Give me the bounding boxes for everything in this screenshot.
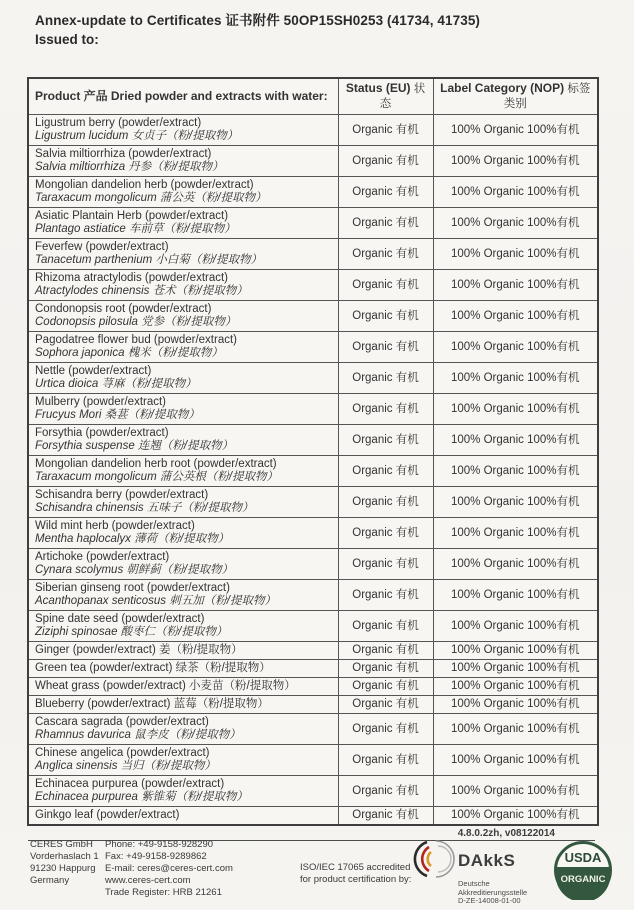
label-category-cell: 100% Organic 100%有机: [433, 394, 598, 425]
dakks-subtext-line2: Akkreditierungsstelle: [458, 887, 528, 897]
dakks-wordmark: DAkkS: [458, 851, 516, 870]
document-header: [0, 0, 634, 77]
product-cell: [28, 239, 338, 270]
product-cell: [28, 208, 338, 239]
fax-line: Fax: +49-9158-9289862: [105, 851, 207, 862]
table-row: [28, 696, 598, 714]
table-row: [28, 487, 598, 518]
status-cell: Organic 有机: [338, 714, 433, 745]
table-row: [28, 660, 598, 678]
product-scientific-name: Sophora japonica 槐米（粉/提取物）: [35, 347, 223, 359]
column-header-product-en: Product 产品: [35, 89, 108, 103]
product-scientific-name: Frucyus Mori 桑葚（粉/提取物）: [35, 409, 200, 421]
product-scientific-name: Plantago astiatice 车前草（粉/提取物）: [35, 223, 236, 235]
dakks-swirl-icon: [412, 838, 456, 884]
product-cell: [28, 177, 338, 208]
product-cell: [28, 714, 338, 745]
table-row: [28, 332, 598, 363]
column-header-status-zh: 状态: [379, 83, 426, 110]
company-city: 91230 Happurg: [30, 863, 96, 874]
table-row: [28, 518, 598, 549]
phone-line: Phone: +49-9158-928290: [105, 839, 214, 850]
trade-register-line: Trade Register: HRB 21261: [105, 887, 222, 898]
product-cell: [28, 487, 338, 518]
product-cell: [28, 678, 338, 696]
email-line: E-mail: ceres@ceres-cert.com: [105, 863, 233, 874]
label-category-cell: 100% Organic 100%有机: [433, 208, 598, 239]
status-cell: Organic 有机: [338, 678, 433, 696]
iso-certification-line: for product certification by:: [300, 874, 412, 885]
label-category-cell: 100% Organic 100%有机: [433, 611, 598, 642]
table-header-row: [28, 78, 598, 115]
document-title: Annex-update to Certificates 证书附件 50OP15SH0253 (41734, 41735): [35, 13, 481, 28]
product-common-name: Wild mint herb (powder/extract): [35, 520, 195, 532]
product-cell: [28, 745, 338, 776]
label-category-cell: 100% Organic 100%有机: [433, 115, 598, 146]
product-scientific-name: Cynara scolymus 朝鲜蓟（粉/提取物）: [35, 564, 234, 576]
status-cell: Organic 有机: [338, 363, 433, 394]
label-category-cell: 100% Organic 100%有机: [433, 239, 598, 270]
product-scientific-name: Ziziphi spinosae 酸枣仁（粉/提取物）: [35, 626, 228, 638]
table-row: [28, 115, 598, 146]
form-version-note: 4.8.0.2zh, v08122014: [28, 826, 595, 841]
product-scientific-name: Taraxacum mongolicum 蒲公英（粉/提取物）: [35, 192, 267, 204]
label-category-cell: 100% Organic 100%有机: [433, 678, 598, 696]
label-category-cell: 100% Organic 100%有机: [433, 487, 598, 518]
product-table-body: [28, 115, 598, 826]
status-cell: Organic 有机: [338, 776, 433, 807]
product-cell: [28, 425, 338, 456]
product-common-name: Ginkgo leaf (powder/extract): [35, 809, 180, 821]
label-category-cell: 100% Organic 100%有机: [433, 807, 598, 826]
issued-to-label: Issued to:: [35, 32, 99, 47]
status-cell: Organic 有机: [338, 177, 433, 208]
product-cell: [28, 456, 338, 487]
table-row: [28, 549, 598, 580]
product-common-name: Echinacea purpurea (powder/extract): [35, 778, 225, 790]
label-category-cell: 100% Organic 100%有机: [433, 270, 598, 301]
status-cell: Organic 有机: [338, 611, 433, 642]
label-category-cell: 100% Organic 100%有机: [433, 745, 598, 776]
table-row: [28, 301, 598, 332]
redacted-recipient-area: [35, 47, 634, 77]
product-cell: [28, 611, 338, 642]
website-line: www.ceres-cert.com: [105, 875, 191, 886]
product-cell: [28, 642, 338, 660]
product-scientific-name: Rhamnus davurica 鼠李皮（粉/提取物）: [35, 729, 241, 741]
label-category-cell: 100% Organic 100%有机: [433, 332, 598, 363]
table-row: [28, 363, 598, 394]
product-cell: [28, 549, 338, 580]
label-category-cell: 100% Organic 100%有机: [433, 580, 598, 611]
product-common-name: Mulberry (powder/extract): [35, 396, 167, 408]
dakks-subtext: [458, 880, 552, 906]
status-cell: Organic 有机: [338, 456, 433, 487]
company-name: CERES GmbH: [30, 839, 93, 850]
product-scientific-name: Tanacetum parthenium 小白菊（粉/提取物）: [35, 254, 263, 266]
table-row: [28, 714, 598, 745]
product-common-name: Mongolian dandelion herb root (powder/extract): [35, 458, 277, 470]
product-cell: [28, 807, 338, 826]
svg-text:USDA: USDA: [564, 850, 602, 865]
product-scientific-name: Salvia miltiorrhiza 丹参（粉/提取物）: [35, 161, 224, 173]
product-cell: [28, 363, 338, 394]
column-header-label-category-zh: 标签类别: [503, 83, 591, 110]
table-row: [28, 239, 598, 270]
column-header-status-en: Status (EU): [345, 81, 411, 95]
status-cell: Organic 有机: [338, 332, 433, 363]
product-common-name: Salvia miltiorrhiza (powder/extract): [35, 148, 212, 160]
status-cell: Organic 有机: [338, 270, 433, 301]
product-common-name: Forsythia (powder/extract): [35, 427, 169, 439]
usda-organic-seal: [553, 840, 613, 904]
table-row: [28, 611, 598, 642]
product-common-name: Siberian ginseng root (powder/extract): [35, 582, 230, 594]
company-address-block: [30, 839, 99, 887]
product-scientific-name: Anglica sinensis 当归（粉/提取物）: [35, 760, 216, 772]
column-header-label-category: [433, 78, 598, 115]
product-scientific-name: Codonopsis pilosula 党参（粉/提取物）: [35, 316, 237, 328]
product-common-name: Cascara sagrada (powder/extract): [35, 716, 209, 728]
product-common-name: Mongolian dandelion herb (powder/extract): [35, 179, 254, 191]
table-row: [28, 807, 598, 826]
dakks-registration-number: D-ZE-14008-01-00: [458, 896, 521, 905]
status-cell: Organic 有机: [338, 696, 433, 714]
table-row: [28, 456, 598, 487]
label-category-cell: 100% Organic 100%有机: [433, 776, 598, 807]
label-category-cell: 100% Organic 100%有机: [433, 549, 598, 580]
status-cell: Organic 有机: [338, 660, 433, 678]
status-cell: Organic 有机: [338, 301, 433, 332]
product-scientific-name: Ligustrum lucidum 女贞子（粉/提取物）: [35, 130, 239, 142]
status-cell: Organic 有机: [338, 208, 433, 239]
product-common-name: Condonopsis root (powder/extract): [35, 303, 212, 315]
status-cell: Organic 有机: [338, 146, 433, 177]
label-category-cell: 100% Organic 100%有机: [433, 363, 598, 394]
product-scientific-name: Echinacea purpurea 紫锥菊（粉/提取物）: [35, 791, 248, 803]
product-common-name: Spine date seed (powder/extract): [35, 613, 205, 625]
product-common-name: Nettle (powder/extract): [35, 365, 152, 377]
accreditation-note: [300, 862, 411, 886]
table-row: [28, 208, 598, 239]
table-row: [28, 146, 598, 177]
product-certification-table: [27, 77, 599, 826]
label-category-cell: 100% Organic 100%有机: [433, 696, 598, 714]
column-header-product: [28, 78, 338, 115]
product-cell: [28, 660, 338, 678]
label-category-cell: 100% Organic 100%有机: [433, 177, 598, 208]
status-cell: Organic 有机: [338, 549, 433, 580]
status-cell: Organic 有机: [338, 425, 433, 456]
company-street: Vorderhaslach 1: [30, 851, 99, 862]
product-scientific-name: Schisandra chinensis 五味子（粉/提取物）: [35, 502, 254, 514]
product-common-name: Schisandra berry (powder/extract): [35, 489, 209, 501]
status-cell: Organic 有机: [338, 807, 433, 826]
product-cell: [28, 776, 338, 807]
status-cell: Organic 有机: [338, 239, 433, 270]
product-common-name: Ligustrum berry (powder/extract): [35, 117, 202, 129]
table-row: [28, 580, 598, 611]
product-cell: [28, 696, 338, 714]
table-row: [28, 745, 598, 776]
product-common-name: Green tea (powder/extract) 绿茶（粉/提取物）: [35, 662, 271, 674]
status-cell: Organic 有机: [338, 745, 433, 776]
table-row: [28, 394, 598, 425]
product-cell: [28, 301, 338, 332]
label-category-cell: 100% Organic 100%有机: [433, 146, 598, 177]
product-cell: [28, 518, 338, 549]
product-scientific-name: Forsythia suspense 连翘（粉/提取物）: [35, 440, 234, 452]
dakks-subtext-line1: Deutsche: [458, 879, 490, 888]
table-row: [28, 425, 598, 456]
label-category-cell: 100% Organic 100%有机: [433, 301, 598, 332]
product-common-name: Asiatic Plantain Herb (powder/extract): [35, 210, 229, 222]
page-footer: [0, 836, 634, 910]
product-scientific-name: Urtica dioica 荨麻（粉/提取物）: [35, 378, 197, 390]
product-common-name: Rhizoma atractylodis (powder/extract): [35, 272, 229, 284]
label-category-cell: 100% Organic 100%有机: [433, 660, 598, 678]
column-header-product-subtitle: Dried powder and extracts with water:: [110, 89, 328, 103]
product-scientific-name: Atractylodes chinensis 苍术（粉/提取物）: [35, 285, 248, 297]
company-contact-block: [105, 839, 233, 899]
product-common-name: Blueberry (powder/extract) 蓝莓（粉/提取物）: [35, 698, 269, 710]
status-cell: Organic 有机: [338, 394, 433, 425]
product-common-name: Chinese angelica (powder/extract): [35, 747, 210, 759]
column-header-status: [338, 78, 433, 115]
product-cell: [28, 580, 338, 611]
company-country: Germany: [30, 875, 70, 886]
product-cell: [28, 394, 338, 425]
column-header-label-category-en: Label Category (NOP): [440, 81, 565, 95]
dakks-accreditation-logo: [412, 838, 552, 906]
product-scientific-name: Acanthopanax senticosus 刺五加（粉/提取物）: [35, 595, 276, 607]
status-cell: Organic 有机: [338, 115, 433, 146]
label-category-cell: 100% Organic 100%有机: [433, 714, 598, 745]
product-common-name: Feverfew (powder/extract): [35, 241, 169, 253]
table-row: [28, 177, 598, 208]
label-category-cell: 100% Organic 100%有机: [433, 642, 598, 660]
label-category-cell: 100% Organic 100%有机: [433, 518, 598, 549]
table-row: [28, 678, 598, 696]
product-common-name: Pagodatree flower bud (powder/extract): [35, 334, 237, 346]
product-scientific-name: Taraxacum mongolicum 蒲公英根（粉/提取物）: [35, 471, 279, 483]
product-common-name: Artichoke (powder/extract): [35, 551, 170, 563]
label-category-cell: 100% Organic 100%有机: [433, 425, 598, 456]
label-category-cell: 100% Organic 100%有机: [433, 456, 598, 487]
product-cell: [28, 270, 338, 301]
svg-text:ORGANIC: ORGANIC: [560, 874, 606, 885]
status-cell: Organic 有机: [338, 580, 433, 611]
product-cell: [28, 115, 338, 146]
table-row: [28, 642, 598, 660]
iso-accredited-line: ISO/IEC 17065 accredited: [300, 862, 411, 873]
product-common-name: Ginger (powder/extract) 姜（粉/提取物）: [35, 644, 243, 656]
table-row: [28, 270, 598, 301]
product-cell: [28, 146, 338, 177]
status-cell: Organic 有机: [338, 487, 433, 518]
product-common-name: Wheat grass (powder/extract) 小麦苗（粉/提取物）: [35, 680, 296, 692]
table-row: [28, 776, 598, 807]
status-cell: Organic 有机: [338, 518, 433, 549]
product-scientific-name: Mentha haplocalyx 薄荷（粉/提取物）: [35, 533, 230, 545]
product-cell: [28, 332, 338, 363]
status-cell: Organic 有机: [338, 642, 433, 660]
